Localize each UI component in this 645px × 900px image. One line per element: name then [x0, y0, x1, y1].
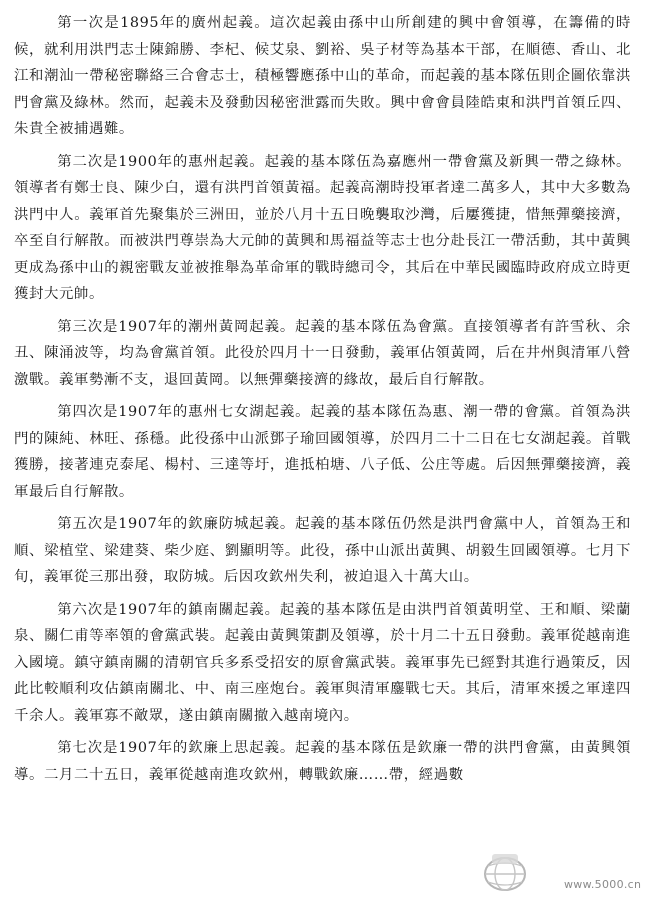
globe-logo-icon [478, 852, 532, 894]
paragraph-2: 第二次是1900年的惠州起義。起義的基本隊伍為嘉應州一帶會黨及新興一帶之綠林。領導者有鄭士良、陳少白，還有洪門首領黃福。起義高潮時投軍者達二萬多人，其中大多數為洪門中人。義軍首先聚集於三洲田，並於八月十五日晚襲取沙灣，后屢獲捷，惜無彈藥接濟，卒至自行解散。而被洪門尊崇為大元帥的黃興和馬福益等志士也分赴長江一帶活動，其中黃興更成為孫中山的親密戰友並被推舉為革命軍的戰時總司令，其后在中華民國臨時政府成立時更獲封大元帥。 [14, 153, 631, 302]
paragraph-5: 第五次是1907年的欽廉防城起義。起義的基本隊伍仍然是洪門會黨中人，首領為王和順、梁植堂、梁建葵、柴少庭、劉顯明等。此役，孫中山派出黃興、胡毅生回國領導。七月下旬，義軍從三那出發，取防城。后因攻欽州失利，被迫退入十萬大山。 [14, 516, 631, 585]
watermark-url: www.5000.cn [564, 878, 642, 891]
paragraph-6: 第六次是1907年的鎮南關起義。起義的基本隊伍是由洪門首領黃明堂、王和順、梁蘭泉、關仁甫等率領的會黨武裝。起義由黃興策劃及領導，於十月二十五日發動。義軍從越南進入國境。鎮守鎮南關的清朝官兵多系受招安的原會黨武裝。義軍事先已經對其進行過策反，因此比較順利攻佔鎮南關北、中、南三座炮台。義軍與清軍鏖戰七天。其后，清軍來援之軍達四千余人。義軍寡不敵眾，遂由鎮南關撤入越南境內。 [14, 601, 631, 724]
paragraph-3: 第三次是1907年的潮州黃岡起義。起義的基本隊伍為會黨。直接領導者有許雪秋、余丑、陳涌波等，均為會黨首領。此役於四月十一日發動，義軍佔領黃岡，后在井州與清軍八營激戰。義軍勢漸不支，退回黃岡。以無彈藥接濟的緣故，最后自行解散。 [14, 318, 631, 388]
paragraph-7: 第七次是1907年的欽廉上思起義。起義的基本隊伍是欽廉一帶的洪門會黨，由黃興領導。二月二十五日，義軍從越南進攻欽州，轉戰欽廉……帶，經過數 [14, 740, 631, 783]
paragraph-1: 第一次是1895年的廣州起義。這次起義由孫中山所創建的興中會領導，在籌備的時候，就利用洪門志士陳錦勝、李杞、候艾泉、劉裕、吳子材等為基本干部，在順德、香山、北江和潮汕一帶秘密聯絡三合會志士，積極響應孫中山的革命，而起義的基本隊伍則企圖依靠洪門會黨及綠林。然而，起義未及發動因秘密泄露而失敗。興中會會員陸皓東和洪門首領丘四、朱貴全被捕遇難。 [14, 15, 631, 137]
site-watermark [472, 852, 642, 896]
paragraph-4: 第四次是1907年的惠州七女湖起義。起義的基本隊伍為惠、潮一帶的會黨。首領為洪門的陳純、林旺、孫穩。此役孫中山派鄧子瑜回國領導，於四月二十二日在七女湖起義。首戰獲勝，接著連克泰尾、楊村、三達等圩，進抵柏塘、八子低、公庄等處。后因無彈藥接濟，義軍最后自行解散。 [14, 404, 631, 500]
document-page [14, 10, 631, 794]
